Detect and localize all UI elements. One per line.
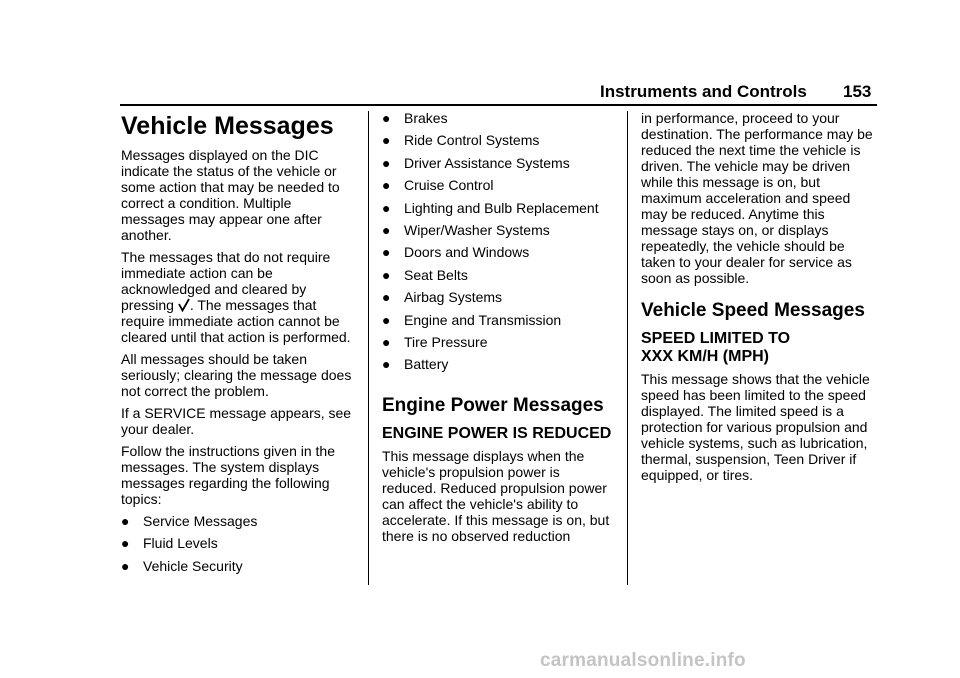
list-item	[382, 177, 618, 199]
list-item-label: Service Messages	[143, 513, 258, 529]
list-item	[382, 200, 618, 222]
bullet-icon: ●	[382, 244, 391, 261]
topics-paragraph: Follow the instructions given in the messages. The system displays messages regarding the following topics:	[121, 443, 335, 507]
list-item	[382, 334, 618, 356]
list-item	[121, 558, 353, 580]
right-column	[641, 110, 877, 483]
continued-paragraph: in performance, proceed to your destination. The performance may be reduced the next time the vehicle is driven. The vehicle may be driven while this message is on, but maximum acceleration and speed may be reduced. Anytime this message stays on, or displays repeatedly, the vehicle should be taken to your dealer for service as soon as possible.	[641, 110, 873, 286]
page-number: 153	[843, 82, 872, 101]
list-item	[382, 155, 618, 177]
bullet-icon: ●	[121, 513, 130, 529]
list-item-label: Seat Belts	[404, 266, 468, 283]
service-paragraph: If a SERVICE message appears, see your dealer.	[121, 405, 352, 437]
topics-list	[121, 513, 353, 580]
column-divider	[368, 111, 369, 585]
page-title: Vehicle Messages	[121, 112, 334, 140]
acknowledge-text-start: The messages that do not require immediate action can be acknowledged and cleared by pressing	[121, 249, 331, 313]
list-item-label: Lighting and Bulb Replacement	[404, 199, 599, 216]
left-column	[121, 110, 353, 580]
watermark: carmanualsonline.info	[540, 650, 746, 671]
bullet-icon: ●	[382, 110, 391, 126]
checkmark-icon	[178, 298, 190, 312]
middle-column	[382, 110, 618, 544]
acknowledge-text-end: . The messages that require immediate action cannot be cleared until that action is performed.	[121, 297, 351, 345]
list-item	[382, 267, 618, 289]
speed-limited-paragraph: This message shows that the vehicle speed has been limited to the speed displayed. The limited speed is a protection for various propulsion and vehicle systems, such as lubrication, thermal, suspension, Teen Driver if equipped, or tires.	[641, 371, 870, 483]
header-rule	[120, 104, 877, 106]
list-item-label: Fluid Levels	[143, 535, 218, 552]
list-item-label: Engine and Transmission	[404, 311, 562, 328]
bullet-icon: ●	[382, 333, 391, 350]
list-item-label: Driver Assistance Systems	[404, 154, 570, 171]
list-item-label: Cruise Control	[404, 177, 494, 194]
bullet-icon: ●	[382, 266, 391, 283]
bullet-icon: ●	[382, 221, 391, 238]
list-item	[382, 222, 618, 244]
bullet-icon: ●	[382, 311, 391, 328]
list-item-label: Airbag Systems	[404, 289, 503, 306]
bullet-icon: ●	[382, 289, 391, 306]
bullet-icon: ●	[121, 557, 130, 574]
engine-power-paragraph: This message displays when the vehicle's propulsion power is reduced. Reduced propulsion power can affect the vehicle's ability to accelerate. If this message is on, but there is no observed reduction	[382, 447, 610, 544]
topics-list-continued	[382, 110, 618, 379]
column-divider	[627, 111, 628, 585]
list-item	[382, 132, 618, 154]
subsection-heading-line: XXX KM/H (MPH)	[641, 348, 769, 365]
acknowledge-paragraph	[121, 249, 353, 345]
list-item	[121, 513, 353, 535]
bullet-icon: ●	[382, 132, 391, 149]
bullet-icon: ●	[121, 535, 130, 552]
subsection-heading-line: SPEED LIMITED TO	[641, 330, 791, 347]
subsection-heading	[641, 330, 877, 366]
bullet-icon: ●	[382, 356, 391, 373]
list-item-label: Ride Control Systems	[404, 132, 540, 149]
intro-paragraph: Messages displayed on the DIC indicate the status of the vehicle or some action that may be needed to correct a condition. Multiple messages may appear one after another.	[121, 147, 340, 243]
bullet-icon: ●	[382, 154, 391, 171]
list-item	[382, 289, 618, 311]
list-item	[382, 312, 618, 334]
section-heading: Vehicle Speed Messages	[641, 300, 865, 321]
list-item	[382, 244, 618, 266]
list-item-label: Wiper/Washer Systems	[404, 221, 550, 238]
list-item-label: Brakes	[404, 110, 448, 126]
running-head: Instruments and Controls	[600, 82, 807, 101]
subsection-heading: ENGINE POWER IS REDUCED	[382, 424, 612, 442]
list-item	[121, 535, 353, 557]
list-item-label: Battery	[404, 356, 449, 373]
list-item-label: Tire Pressure	[404, 333, 488, 350]
bullet-icon: ●	[382, 199, 391, 216]
bullet-icon: ●	[382, 177, 391, 194]
list-item	[382, 356, 618, 378]
section-heading: Engine Power Messages	[382, 394, 604, 416]
list-item-label: Vehicle Security	[143, 557, 243, 574]
list-item-label: Doors and Windows	[404, 244, 530, 261]
seriousness-paragraph: All messages should be taken seriously; clearing the message does not correct the problem.	[121, 351, 352, 399]
list-item	[382, 110, 618, 132]
